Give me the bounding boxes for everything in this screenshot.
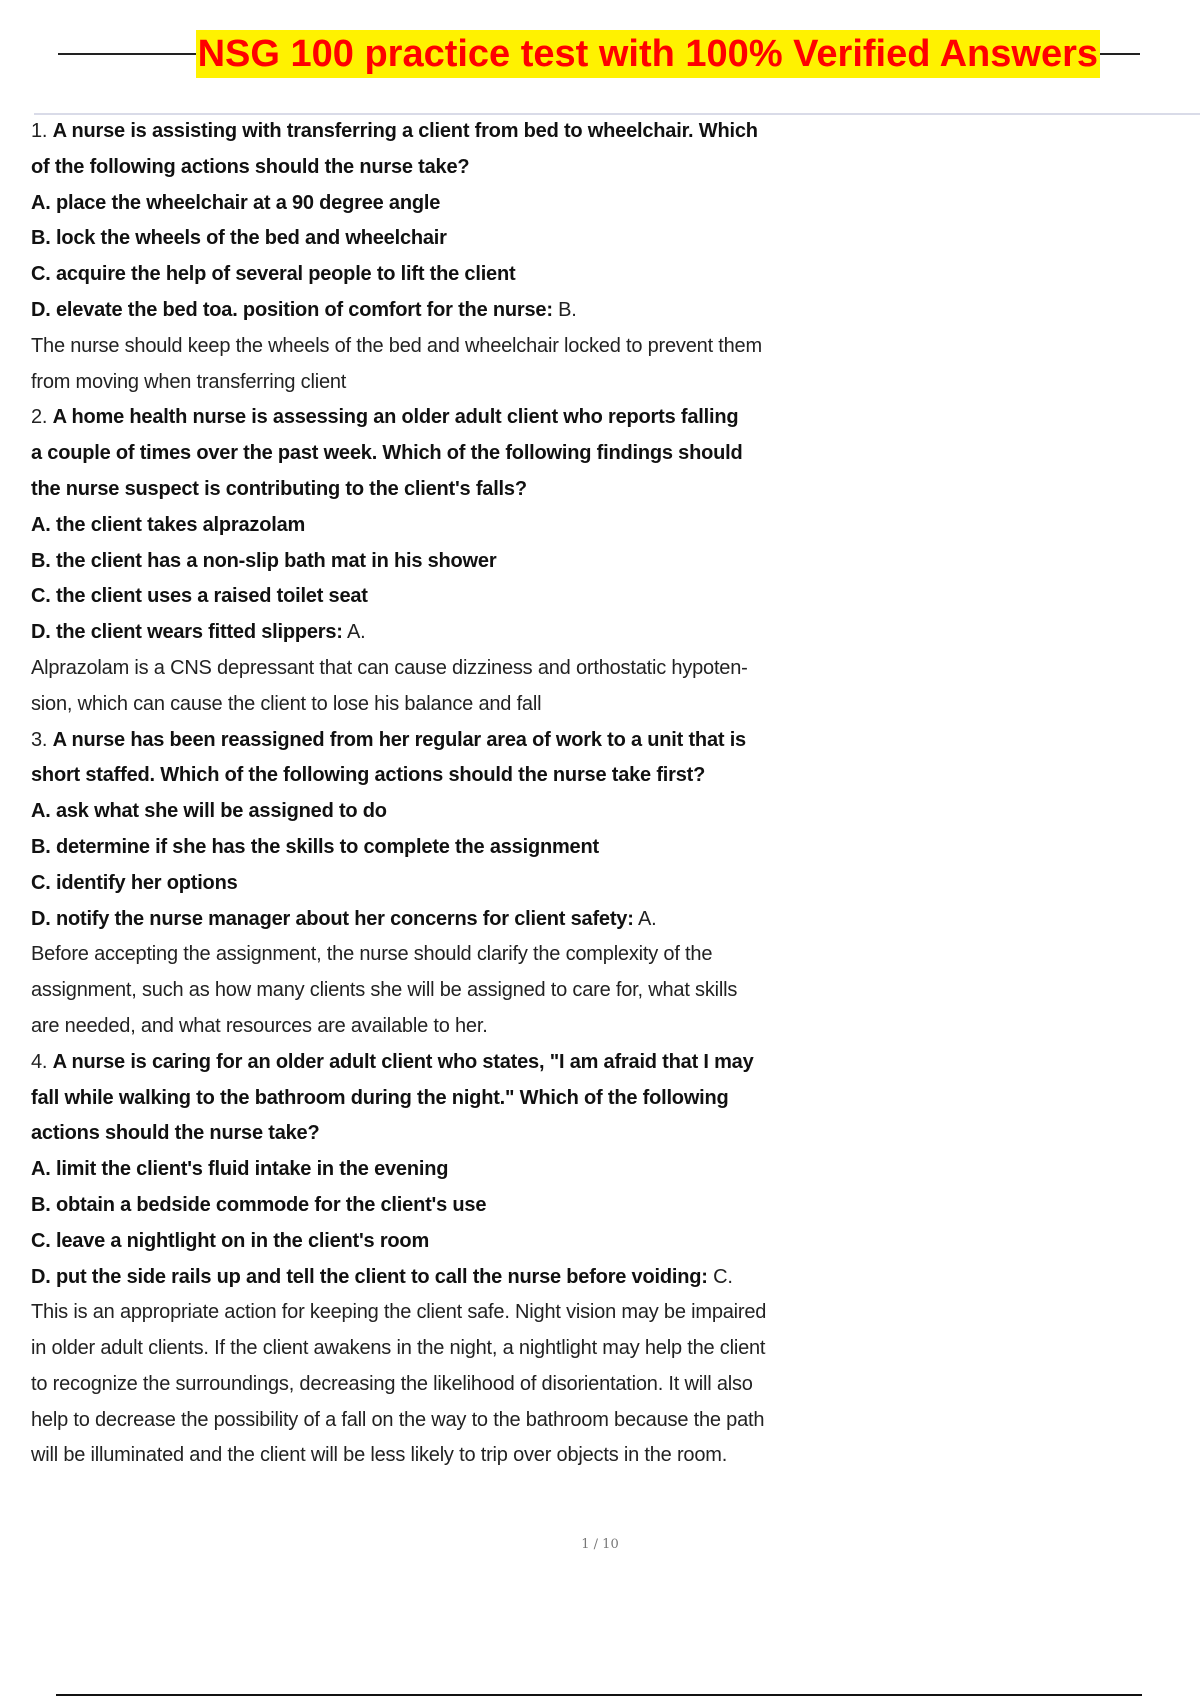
question-block [31, 1045, 1200, 1475]
question-block [31, 114, 1200, 400]
question-stem-line: 4. A nurse is caring for an older adult client who states, "I am afraid that I may [31, 1050, 754, 1073]
question-stem-line: the nurse suspect is contributing to the client's falls? [31, 477, 527, 500]
question-stem-line: of the following actions should the nurse take? [31, 155, 470, 178]
correct-answer: A. [347, 621, 366, 644]
question-block [31, 400, 1200, 722]
answer-option: B. lock the wheels of the bed and wheelchair [31, 227, 447, 250]
question-number: 1. [31, 120, 48, 142]
rationale-line: to recognize the surroundings, decreasing the likelihood of disorientation. It will also [31, 1372, 753, 1395]
answer-option: D. notify the nurse manager about her concerns for client safety: A. [31, 907, 657, 930]
answer-option: B. determine if she has the skills to complete the assignment [31, 835, 599, 858]
rationale-line: assignment, such as how many clients she will be assigned to care for, what skills [31, 979, 738, 1002]
title-rule-left [58, 53, 196, 55]
document-title: NSG 100 practice test with 100% Verified Answers [196, 30, 1100, 78]
rationale-line: sion, which can cause the client to lose his balance and fall [31, 692, 542, 715]
answer-option: A. the client takes alprazolam [31, 513, 306, 536]
question-stem-line: a couple of times over the past week. Which of the following findings should [31, 442, 743, 465]
document-header [58, 30, 1140, 78]
rationale-line: Before accepting the assignment, the nurse should clarify the complexity of the [31, 943, 713, 966]
question-number: 2. [31, 406, 48, 429]
answer-option: C. identify her options [31, 871, 238, 894]
question-stem-line: actions should the nurse take? [31, 1122, 320, 1145]
answer-option: B. the client has a non-slip bath mat in his shower [31, 549, 497, 572]
correct-answer: B. [558, 298, 577, 321]
question-number: 4. [31, 1050, 48, 1073]
question-stem-line: 3. A nurse has been reassigned from her regular area of work to a unit that is [31, 728, 746, 751]
rationale-line: The nurse should keep the wheels of the bed and wheelchair locked to prevent them [31, 334, 762, 357]
answer-option: D. elevate the bed toa. position of comfort for the nurse: B. [31, 298, 577, 321]
question-stem-line: short staffed. Which of the following actions should the nurse take first? [31, 764, 706, 787]
question-block [31, 723, 1200, 1045]
rationale-line: This is an appropriate action for keeping the client safe. Night vision may be impaired [31, 1301, 767, 1324]
footer-divider [56, 1694, 1142, 1696]
question-stem-line: 2. A home health nurse is assessing an older adult client who reports falling [31, 406, 739, 429]
rationale-line: will be illuminated and the client will be less likely to trip over objects in the room. [31, 1444, 728, 1467]
answer-option: A. limit the client's fluid intake in the evening [31, 1158, 449, 1181]
title-rule-right [1100, 53, 1140, 55]
question-number: 3. [31, 728, 48, 751]
answer-option: C. the client uses a raised toilet seat [31, 585, 368, 608]
answer-option: D. the client wears fitted slippers: A. [31, 621, 366, 644]
answer-option: A. place the wheelchair at a 90 degree angle [31, 191, 441, 214]
question-stem-line: 1. A nurse is assisting with transferring a client from bed to wheelchair. Which [31, 120, 758, 142]
rationale-line: help to decrease the possibility of a fall on the way to the bathroom because the path [31, 1408, 765, 1431]
correct-answer: C. [713, 1265, 733, 1288]
correct-answer: A. [637, 907, 657, 930]
question-list [31, 114, 1200, 1474]
answer-option: A. ask what she will be assigned to do [31, 800, 387, 823]
answer-option: C. acquire the help of several people to lift the client [31, 263, 516, 286]
rationale-line: are needed, and what resources are available to her. [31, 1014, 488, 1037]
question-stem-line: fall while walking to the bathroom during the night." Which of the following [31, 1086, 729, 1109]
rationale-line: from moving when transferring client [31, 370, 347, 393]
answer-option: B. obtain a bedside commode for the client's use [31, 1193, 487, 1216]
rationale-line: in older adult clients. If the client awakens in the night, a nightlight may help the client [31, 1337, 766, 1360]
rationale-line: Alprazolam is a CNS depressant that can cause dizziness and orthostatic hypoten- [31, 656, 748, 679]
answer-option: D. put the side rails up and tell the client to call the nurse before voiding: C. [31, 1265, 733, 1288]
page-number: 1 / 10 [581, 1537, 619, 1552]
answer-option: C. leave a nightlight on in the client's room [31, 1229, 430, 1252]
